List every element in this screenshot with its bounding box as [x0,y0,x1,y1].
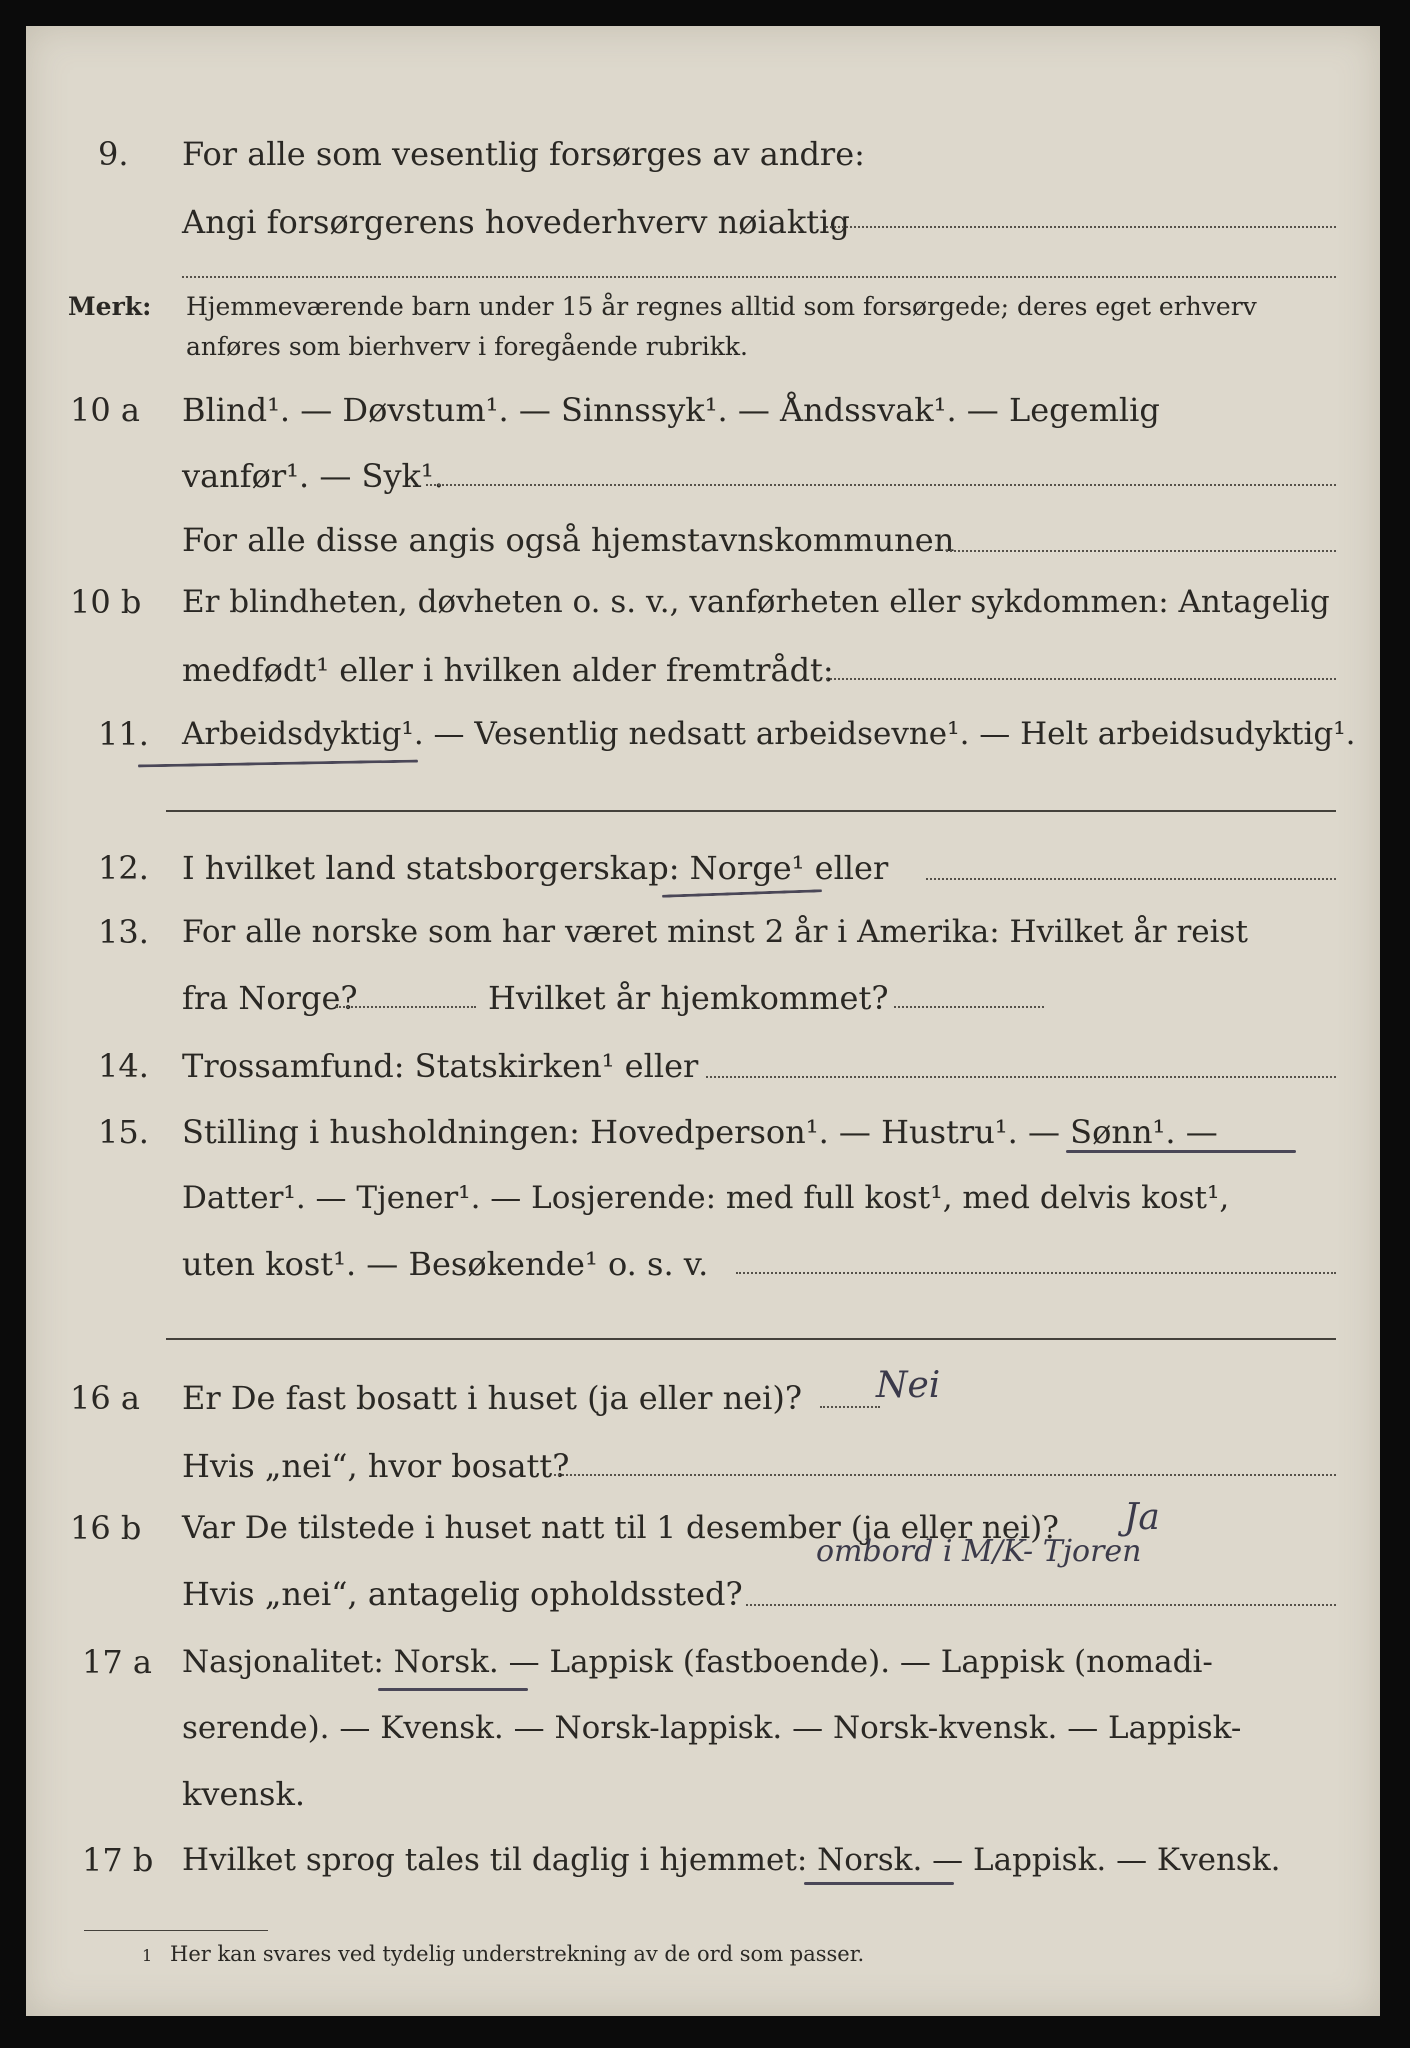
question-17a-line3: kvensk. [182,1775,305,1813]
question-17b-line1: Hvilket sprog tales til daglig i hjemmet: Norsk. — Lappisk. — Kvensk. [182,1842,1281,1878]
answer-line [336,1006,476,1008]
answer-line [820,1406,880,1408]
handwritten-underline [662,889,822,898]
question-13-line2a: fra Norge? [182,979,358,1017]
answer-line [746,1604,1336,1606]
question-14-line1: Trossamfund: Statskirken¹ eller [182,1047,699,1085]
note-label: Merk: [68,292,152,321]
question-16a-line2: Hvis „nei“, hvor bosatt? [182,1447,570,1485]
item-number: 15. [98,1113,149,1151]
question-15-line2: Datter¹. — Tjener¹. — Losjerende: med full kost¹, med delvis kost¹, [182,1180,1230,1216]
answer-line [826,226,1336,228]
question-9-line2: Angi forsørgerens hovederhverv nøiaktig [182,203,850,241]
item-number: 10 b [70,583,142,621]
census-form-page [26,26,1380,2016]
question-17a-line1: Nasjonalitet: Norsk. — Lappisk (fastboende). — Lappisk (nomadi- [182,1644,1213,1680]
handwritten-underline [138,760,418,768]
question-13-line1: For alle norske som har været minst 2 år i Amerika: Hvilket år reist [182,914,1248,950]
handwritten-answer-16a: Nei [876,1365,941,1406]
question-15-line1: Stilling i husholdningen: Hovedperson¹. — Hustru¹. — Sønn¹. — [182,1113,1218,1151]
question-11-line1: Arbeidsdyktig¹. — Vesentlig nedsatt arbeidsevne¹. — Helt arbeidsudyktig¹. [182,716,1356,752]
question-15-line3: uten kost¹. — Besøkende¹ o. s. v. [182,1245,709,1283]
question-16a-line1: Er De fast bosatt i huset (ja eller nei)? [182,1379,803,1417]
item-number: 10 a [70,391,140,429]
question-10a-line1: Blind¹. — Døvstum¹. — Sinnssyk¹. — Åndssvak¹. — Legemlig [182,391,1160,429]
item-number: 17 b [82,1841,154,1879]
question-12-line1: I hvilket land statsborgerskap: Norge¹ eller [182,849,889,887]
item-number: 14. [98,1047,149,1085]
question-17a-line2: serende). — Kvensk. — Norsk-lappisk. — Norsk-kvensk. — Lappisk- [182,1710,1242,1746]
answer-line [826,678,1336,680]
answer-line [946,550,1336,552]
footnote-text: Her kan svares ved tydelig understrekning av de ord som passer. [170,1942,865,1966]
answer-line [894,1006,1044,1008]
answer-line [166,810,1336,812]
item-number: 11. [98,715,149,753]
answer-line [182,276,1336,278]
question-10a-line3: For alle disse angis også hjemstavnskommunen [182,521,955,559]
question-10a-line2: vanfør¹. — Syk¹. [182,457,444,495]
note-line1: Hjemmeværende barn under 15 år regnes alltid som forsørgede; deres eget erhverv [186,292,1257,321]
answer-line [736,1272,1336,1274]
question-16b-line1: Var De tilstede i huset natt til 1 desember (ja eller nei)? [182,1510,1059,1546]
answer-line [426,484,1336,486]
handwritten-underline [804,1882,954,1885]
footnote-rule [84,1930,268,1931]
item-number: 13. [98,913,149,951]
item-number: 9. [98,135,129,173]
answer-line [166,1338,1336,1340]
item-number: 16 b [70,1509,142,1547]
answer-line [926,878,1336,880]
question-16b-line2: Hvis „nei“, antagelig opholdssted? [182,1575,743,1613]
note-line2: anføres som bierhverv i foregående rubrikk. [186,332,748,361]
question-13-line2b: Hvilket år hjemkommet? [488,979,889,1017]
question-10b-line2: medfødt¹ eller i hvilken alder fremtrådt: [182,651,834,689]
handwritten-underline [378,1688,528,1691]
footnote-mark: 1 [142,1946,153,1965]
handwritten-answer-16b-place: ombord i M/K- Tjoren [816,1534,1142,1569]
question-9-line1: For alle som vesentlig forsørges av andre: [182,135,865,173]
answer-line [554,1474,1336,1476]
handwritten-underline [1066,1150,1296,1153]
item-number: 12. [98,849,149,887]
item-number: 17 a [82,1643,152,1681]
answer-line [706,1076,1336,1078]
question-10b-line1: Er blindheten, døvheten o. s. v., vanførheten eller sykdommen: Antagelig [182,584,1330,620]
handwritten-answer-16b: Ja [1124,1497,1160,1538]
item-number: 16 a [70,1379,140,1417]
